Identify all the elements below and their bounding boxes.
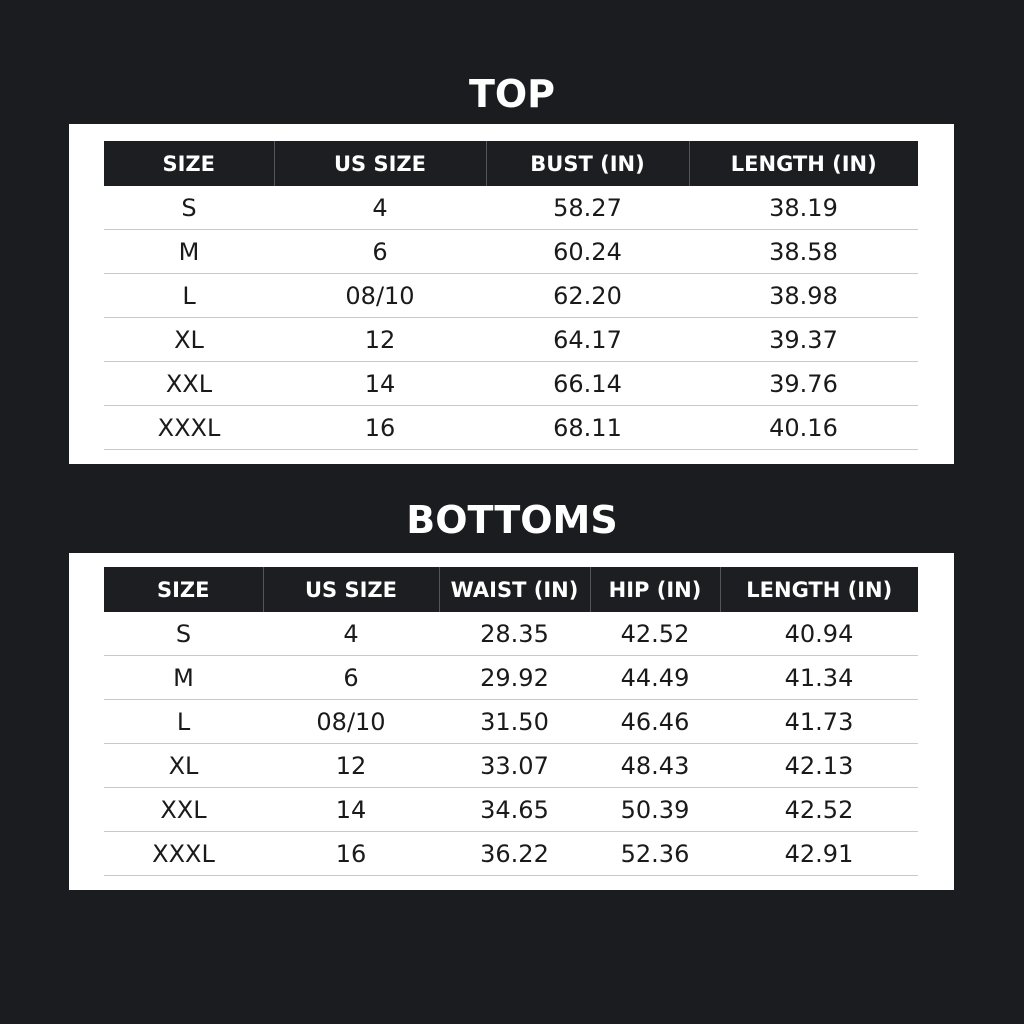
table-row <box>104 318 918 362</box>
column-header-waist: WAIST (IN) <box>439 567 590 612</box>
waist-cell: 34.65 <box>439 788 590 832</box>
size-cell: XXL <box>104 362 274 406</box>
bust-cell: 64.17 <box>486 318 689 362</box>
hip-cell: 44.49 <box>590 656 720 700</box>
bust-cell: 60.24 <box>486 230 689 274</box>
bottoms-size-chart-panel <box>69 553 954 890</box>
waist-cell: 31.50 <box>439 700 590 744</box>
bust-cell: 58.27 <box>486 186 689 230</box>
hip-cell: 42.52 <box>590 612 720 656</box>
length-cell: 39.37 <box>689 318 918 362</box>
size-cell: XL <box>104 744 263 788</box>
top-size-table <box>104 141 918 450</box>
us-size-cell: 08/10 <box>263 700 439 744</box>
hip-cell: 48.43 <box>590 744 720 788</box>
size-cell: XXXL <box>104 406 274 450</box>
table-row <box>104 656 918 700</box>
column-header-size: SIZE <box>104 141 274 186</box>
size-cell: L <box>104 274 274 318</box>
us-size-cell: 08/10 <box>274 274 486 318</box>
size-cell: M <box>104 230 274 274</box>
table-header-row <box>104 567 918 612</box>
length-cell: 38.98 <box>689 274 918 318</box>
us-size-cell: 6 <box>263 656 439 700</box>
table-row <box>104 274 918 318</box>
us-size-cell: 12 <box>274 318 486 362</box>
table-header-row <box>104 141 918 186</box>
waist-cell: 36.22 <box>439 832 590 876</box>
column-header-length: LENGTH (IN) <box>689 141 918 186</box>
us-size-cell: 4 <box>263 612 439 656</box>
table-row <box>104 612 918 656</box>
top-section-title: TOP <box>468 72 556 116</box>
column-header-hip: HIP (IN) <box>590 567 720 612</box>
table-row <box>104 700 918 744</box>
us-size-cell: 14 <box>274 362 486 406</box>
waist-cell: 29.92 <box>439 656 590 700</box>
size-cell: XXXL <box>104 832 263 876</box>
hip-cell: 50.39 <box>590 788 720 832</box>
us-size-cell: 6 <box>274 230 486 274</box>
table-row <box>104 230 918 274</box>
us-size-cell: 4 <box>274 186 486 230</box>
length-cell: 40.16 <box>689 406 918 450</box>
us-size-cell: 16 <box>263 832 439 876</box>
bust-cell: 66.14 <box>486 362 689 406</box>
length-cell: 38.19 <box>689 186 918 230</box>
hip-cell: 46.46 <box>590 700 720 744</box>
length-cell: 42.91 <box>720 832 918 876</box>
table-row <box>104 406 918 450</box>
bottoms-size-table <box>104 567 918 876</box>
table-row <box>104 362 918 406</box>
length-cell: 39.76 <box>689 362 918 406</box>
length-cell: 38.58 <box>689 230 918 274</box>
waist-cell: 33.07 <box>439 744 590 788</box>
length-cell: 42.13 <box>720 744 918 788</box>
column-header-us-size: US SIZE <box>263 567 439 612</box>
bust-cell: 68.11 <box>486 406 689 450</box>
length-cell: 42.52 <box>720 788 918 832</box>
column-header-length: LENGTH (IN) <box>720 567 918 612</box>
size-cell: S <box>104 612 263 656</box>
length-cell: 41.73 <box>720 700 918 744</box>
table-row <box>104 788 918 832</box>
table-row <box>104 186 918 230</box>
size-cell: XXL <box>104 788 263 832</box>
us-size-cell: 14 <box>263 788 439 832</box>
length-cell: 41.34 <box>720 656 918 700</box>
size-cell: S <box>104 186 274 230</box>
size-cell: M <box>104 656 263 700</box>
hip-cell: 52.36 <box>590 832 720 876</box>
bottoms-section-title: BOTTOMS <box>406 498 618 542</box>
us-size-cell: 12 <box>263 744 439 788</box>
table-row <box>104 832 918 876</box>
size-cell: L <box>104 700 263 744</box>
table-row <box>104 744 918 788</box>
column-header-bust: BUST (IN) <box>486 141 689 186</box>
column-header-size: SIZE <box>104 567 263 612</box>
column-header-us-size: US SIZE <box>274 141 486 186</box>
top-size-chart-panel <box>69 124 954 464</box>
bust-cell: 62.20 <box>486 274 689 318</box>
waist-cell: 28.35 <box>439 612 590 656</box>
size-cell: XL <box>104 318 274 362</box>
us-size-cell: 16 <box>274 406 486 450</box>
length-cell: 40.94 <box>720 612 918 656</box>
